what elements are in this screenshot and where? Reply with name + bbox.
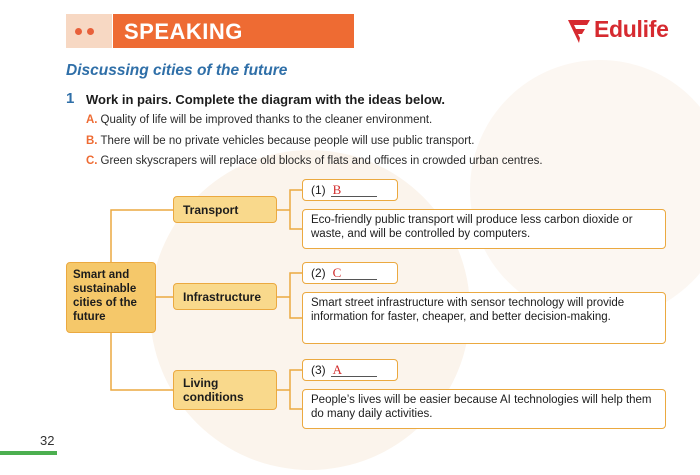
section-title: SPEAKING <box>124 19 243 44</box>
brand-name: Edulife <box>594 16 669 42</box>
description-infrastructure: Smart street infrastructure with sensor technology will provide information for faster, cheaper, and better decision-making. <box>302 292 666 344</box>
option-letter: B. <box>86 135 98 147</box>
option-letter: C. <box>86 155 98 167</box>
blank-number: (1) <box>311 183 326 197</box>
page-subtitle: Discussing cities of the future <box>66 62 288 79</box>
option-letter: A. <box>86 114 98 126</box>
blank-number: (2) <box>311 266 326 280</box>
option-text: There will be no private vehicles because people will use public transport. <box>100 135 475 147</box>
page-number: 32 <box>40 433 55 448</box>
connector-line <box>277 273 302 318</box>
connector-line <box>277 190 302 229</box>
page-number-underline <box>0 451 57 455</box>
option-text: Green skyscrapers will replace old blocks of flats and offices in crowded urban centres. <box>100 155 543 167</box>
task-number: 1 <box>66 90 75 107</box>
connector-line <box>111 210 173 262</box>
blank-number: (3) <box>311 363 326 377</box>
connector-line <box>111 333 173 390</box>
option-text: Quality of life will be improved thanks to the cleaner environment. <box>100 114 433 126</box>
answer-letter: A <box>331 363 377 377</box>
answer-blank-1[interactable] <box>302 179 398 201</box>
category-infrastructure: Infrastructure <box>173 283 277 310</box>
description-living-conditions: People’s lives will be easier because AI technologies will help them do many daily activities. <box>302 389 666 429</box>
connector-line <box>277 370 302 409</box>
answer-letter: B <box>331 183 377 197</box>
answer-blank-2[interactable] <box>302 262 398 284</box>
answer-blank-3[interactable] <box>302 359 398 381</box>
task-instruction: Work in pairs. Complete the diagram with the ideas below. <box>86 92 446 107</box>
answer-letter: C <box>331 266 377 280</box>
category-transport: Transport <box>173 196 277 223</box>
diagram-main-topic: Smart and sustainable cities of the future <box>66 262 156 333</box>
description-transport: Eco-friendly public transport will produce less carbon dioxide or waste, and will be controlled by computers. <box>302 209 666 249</box>
category-living-conditions: Living conditions <box>173 370 277 410</box>
